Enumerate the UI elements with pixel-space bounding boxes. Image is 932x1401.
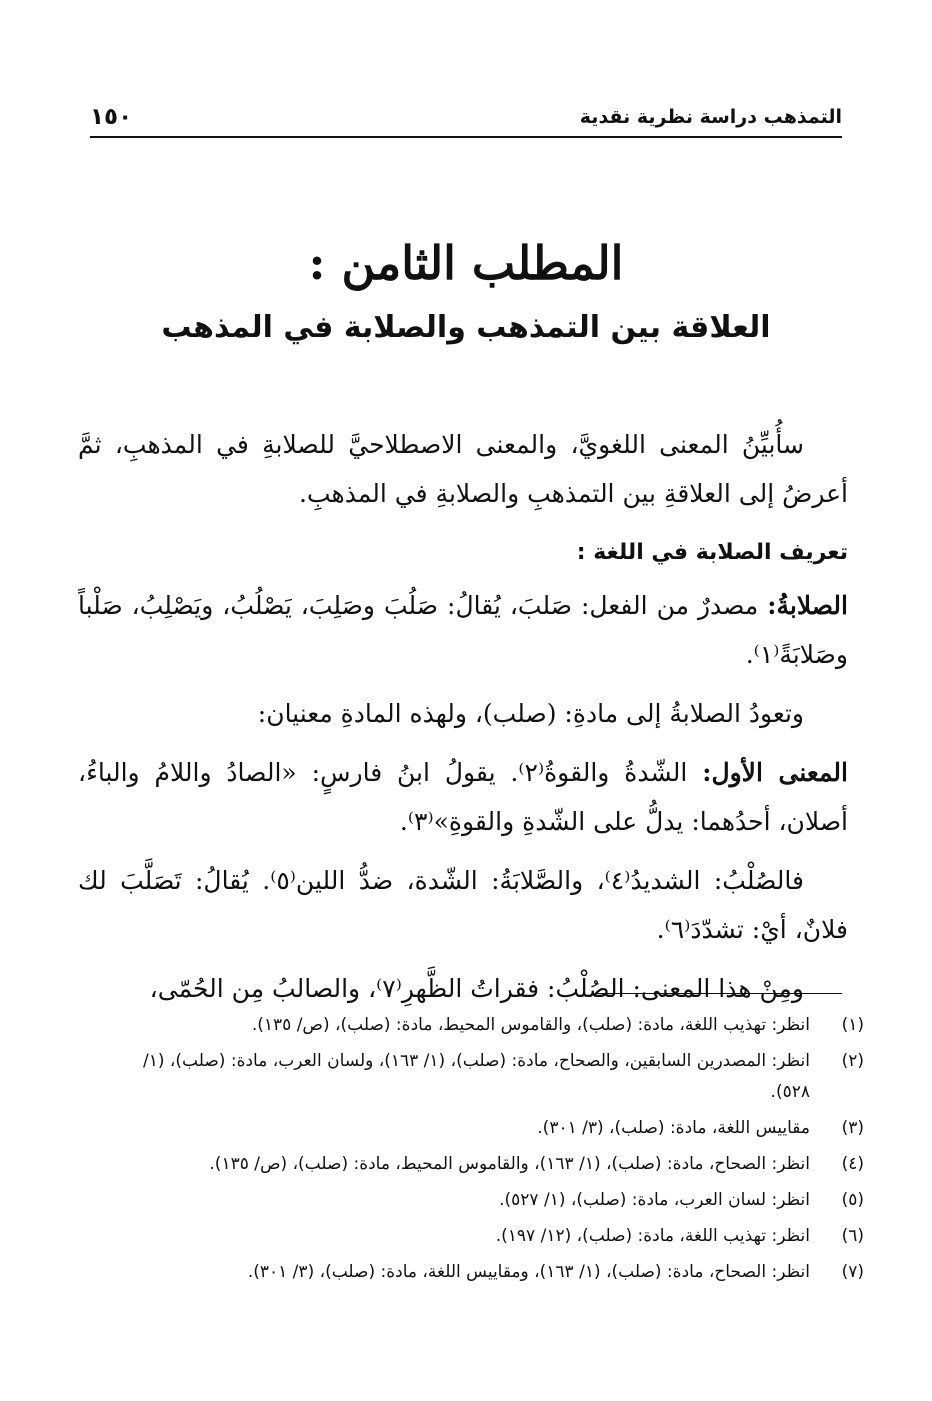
footnote-text: انظر: الصحاح، مادة: (صلب)، (١/ ١٦٣)، والقاموس المحيط، مادة: (صلب)، (ص/ ١٣٥). <box>209 1154 810 1174</box>
footnote <box>132 1185 864 1216</box>
footnotes <box>132 1010 864 1293</box>
footnote-text: انظر: المصدرين السابقين، والصحاح، مادة: (صلب)، (١/ ١٦٣)، ولسان العرب، مادة: (صلب)، (١/ ٥٢٨). <box>143 1051 810 1102</box>
footnote <box>132 1221 864 1252</box>
main-text <box>78 420 848 1023</box>
term-first-meaning: المعنى الأول: <box>702 758 848 787</box>
footnote-text: مقاييس اللغة، مادة: (صلب)، (٣/ ٣٠١). <box>537 1118 810 1138</box>
intro-paragraph: سأُبيِّنُ المعنى اللغويَّ، والمعنى الاصطلاحيَّ للصلابةِ في المذهبِ، ثمَّ أعرضُ إلى العلاقةِ بين التمذهبِ والصلابةِ في المذهبِ. <box>78 430 848 508</box>
footnote-divider <box>595 993 842 994</box>
running-header <box>90 96 842 138</box>
running-title: التمذهب دراسة نظرية نقدية <box>579 106 842 128</box>
footnote <box>132 1257 864 1288</box>
page-number: ١٥٠ <box>90 104 133 130</box>
term-salaba: الصلابةُ: <box>767 591 848 620</box>
footnote-text: انظر: تهذيب اللغة، مادة: (صلب)، والقاموس المحيط، مادة: (صلب)، (ص/ ١٣٥). <box>251 1015 810 1035</box>
paragraph-3 <box>78 748 848 846</box>
paragraph-1-text: مصدرٌ من الفعل: صَلبَ، يُقالُ: صَلُبَ وصَلِبَ، يَصْلُبُ، ويَصْلِبُ، صَلْباً وصَلابَةً⁽١⁾. <box>78 591 848 669</box>
footnote-number: (٧) <box>841 1262 864 1282</box>
paragraph-1 <box>78 581 848 679</box>
subheading: تعريف الصلابة في اللغة : <box>576 540 848 565</box>
section-title: العلاقة بين التمذهب والصلابة في المذهب <box>161 310 771 345</box>
paragraph-4: فالصُلْبُ: الشديدُ⁽٤⁾، والصَّلابَةُ: الشّدة، ضدُّ اللين⁽٥⁾. يُقالُ: تَصَلَّبَ لك فلانٌ، أيْ: تشدّدَ⁽٦⁾. <box>78 866 848 944</box>
footnote-number: (٢) <box>841 1051 864 1071</box>
paragraph-5: ومِنْ هذا المعنى: الصُلْبُ: فقراتُ الظَّهرِ⁽٧⁾، والصالبُ مِن الحُمّى، <box>149 974 804 1003</box>
section-label: المطلب الثامن : <box>308 236 624 290</box>
footnote <box>132 1113 864 1144</box>
footnote-number: (٦) <box>841 1226 864 1246</box>
footnote-number: (١) <box>841 1015 864 1035</box>
footnote-number: (٥) <box>841 1190 864 1210</box>
paragraph-3-text: الشّدةُ والقوةُ⁽٢⁾. يقولُ ابنُ فارسٍ: «الصادُ واللامُ والباءُ، أصلان، أحدُهما: يدلُّ على الشّدةِ والقوةِ»⁽٣⁾. <box>78 758 848 836</box>
footnote <box>132 1010 864 1041</box>
paragraph-2: وتعودُ الصلابةُ إلى مادةِ: (صلب)، ولهذه المادةِ معنيان: <box>257 699 804 728</box>
footnote <box>132 1149 864 1180</box>
footnote-text: انظر: الصحاح، مادة: (صلب)، (١/ ١٦٣)، ومقاييس اللغة، مادة: (صلب)، (٣/ ٣٠١). <box>247 1262 810 1282</box>
footnote-number: (٤) <box>841 1154 864 1174</box>
footnote <box>132 1046 864 1108</box>
footnote-text: انظر: تهذيب اللغة، مادة: (صلب)، (١٢/ ١٩٧). <box>495 1226 810 1246</box>
footnote-text: انظر: لسان العرب، مادة: (صلب)، (١/ ٥٢٧). <box>499 1190 810 1210</box>
footnote-number: (٣) <box>841 1118 864 1138</box>
